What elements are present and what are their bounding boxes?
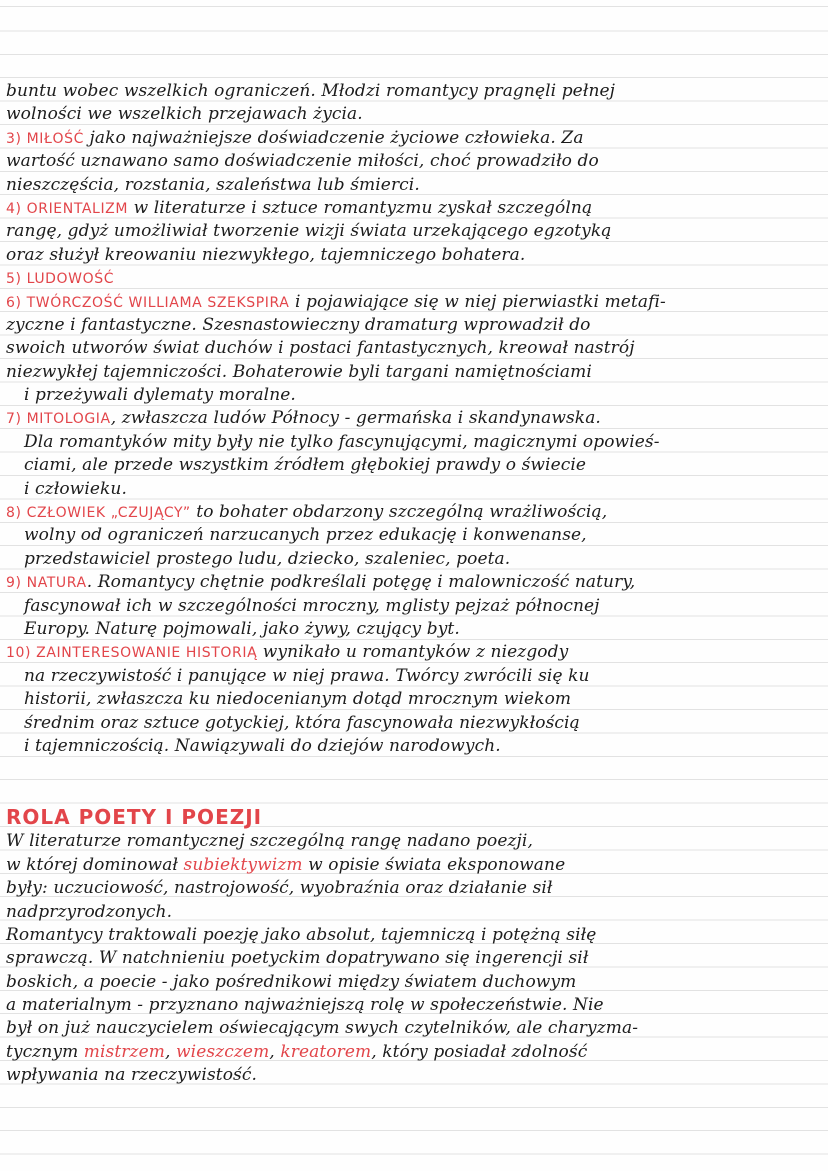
note-line: rangę, gdyż umożliwiał tworzenie wizji świata urzekającego egzotyką [6,221,612,242]
item-label-natura: 9) NATURA [6,575,87,592]
text-fragment: w opisie świata eksponowane [302,854,566,875]
note-line: wpływania na rzeczywistość. [6,1065,258,1086]
item-label-mitologia: 7) MITOLOGIA [6,411,111,428]
list-item-heading-line [6,571,816,594]
item-label-orientalizm: 4) ORIENTALIZM [6,200,129,217]
note-line: boskich, a poecie - jako pośrednikowi między światem duchowym [6,971,577,992]
highlight-kreatorem: kreatorem [280,1041,372,1062]
highlight-wieszczem: wieszczem [176,1041,270,1062]
list-item-heading-line [6,407,816,430]
text-fragment: , który posiadał zdolność [371,1041,588,1062]
note-line: Romantycy traktowali poezję jako absolut, tajemniczą i potężną siłę [6,924,597,945]
note-line [6,1041,816,1064]
item-text: jako najważniejsze doświadczenie życiowe człowieka. Za [83,127,584,148]
item-text: , zwłaszcza ludów Północy - germańska i skandynawska. [110,408,601,429]
note-line: i tajemniczością. Nawiązywali do dziejów narodowych. [24,735,501,756]
note-line: oraz służył kreowaniu niezwykłego, tajemniczego bohatera. [6,244,526,265]
note-line: niezwykłej tajemniczości. Bohaterowie byli targani namiętnościami [6,361,592,382]
note-line [6,854,816,877]
text-fragment: w której dominował [6,854,184,875]
note-line: nieszczęścia, rozstania, szaleństwa lub śmierci. [6,174,420,195]
note-line: nadprzyrodzonych. [6,901,173,922]
list-item-heading-line [6,127,816,150]
note-line: historii, zwłaszcza ku niedocenianym dotąd mrocznym wiekom [24,689,572,710]
list-item-heading-line [6,197,816,220]
item-label-czlowiek-czujacy: 8) CZŁOWIEK „CZUJĄCY” [6,505,191,522]
item-label-ludowosc: 5) LUDOWOŚĆ [6,271,115,288]
note-line: W literaturze romantycznej szczególną rangę nadano poezji, [6,831,533,852]
item-text: w literaturze i sztuce romantyzmu zyskał szczególną [128,197,593,218]
highlight-subiektywizm: subiektywizm [183,854,303,875]
list-item-heading-line [6,291,816,314]
note-line: Europy. Naturę pojmowali, jako żywy, czujący byt. [24,618,460,639]
note-line: a materialnym - przyznano najważniejszą rolę w społeczeństwie. Nie [6,995,604,1016]
note-line: i przeżywali dylematy moralne. [24,385,296,406]
section-gap [6,758,816,804]
note-line: były: uczuciowość, nastrojowość, wyobraźnia oraz działanie sił [6,878,553,899]
note-line: i człowieku. [24,478,127,499]
list-item-heading-line [6,267,816,290]
note-line: zyczne i fantastyczne. Szesnastowieczny dramaturg wprowadził do [6,314,591,335]
note-line: na rzeczywistość i panujące w niej prawa. Twórcy zwrócili się ku [24,665,590,686]
handwritten-notes [6,80,816,1088]
note-line: wartość uznawano samo doświadczenie miłości, choć prowadziło do [6,151,599,172]
list-item-heading-line [6,641,816,664]
note-line: buntu wobec wszelkich ograniczeń. Młodzi romantycy pragnęli pełnej [6,81,616,101]
section-heading: ROLA POETY I POEZJI [6,805,263,830]
note-line: Dla romantyków mity były nie tylko fascynującymi, magicznymi opowieś- [24,431,660,452]
item-text: i pojawiające się w niej pierwiastki metafi- [289,291,666,312]
text-fragment: , [164,1041,176,1062]
note-line: ciami, ale przede wszystkim źródłem głębokiej prawdy o świecie [24,455,587,476]
note-line: przedstawiciel prostego ludu, dziecko, szaleniec, poeta. [24,548,511,569]
text-fragment: , [269,1041,281,1062]
item-text: to bohater obdarzony szczególną wrażliwością, [190,502,608,523]
item-text: wynikało u romantyków z niezgody [257,642,569,663]
list-item-heading-line [6,501,816,524]
note-line: swoich utworów świat duchów i postaci fantastycznych, kreował nastrój [6,338,635,359]
note-line: średnim oraz sztuce gotyckiej, która fascynowała niezwykłością [24,712,580,733]
item-label-historia: 10) ZAINTERESOWANIE HISTORIĄ [6,645,258,662]
highlight-mistrzem: mistrzem [83,1041,165,1062]
note-line: wolny od ograniczeń narzucanych przez edukację i konwenanse, [24,525,587,546]
note-line: sprawczą. W natchnieniu poetyckim dopatrywano się ingerencji sił [6,948,589,969]
note-line: był on już nauczycielem oświecającym swych czytelników, ale charyzma- [6,1018,639,1039]
item-text: . Romantycy chętnie podkreślali potęgę i malowniczość natury, [86,572,636,593]
note-line: wolności we wszelkich przejawach życia. [6,104,363,125]
item-label-milosc: 3) MIŁOŚĆ [6,130,84,147]
item-label-szekspir: 6) TWÓRCZOŚĆ WILLIAMA SZEKSPIRA [6,294,290,311]
note-line: fascynował ich w szczególności mroczny, mglisty pejzaż północnej [24,595,600,616]
text-fragment: tycznym [6,1041,84,1062]
